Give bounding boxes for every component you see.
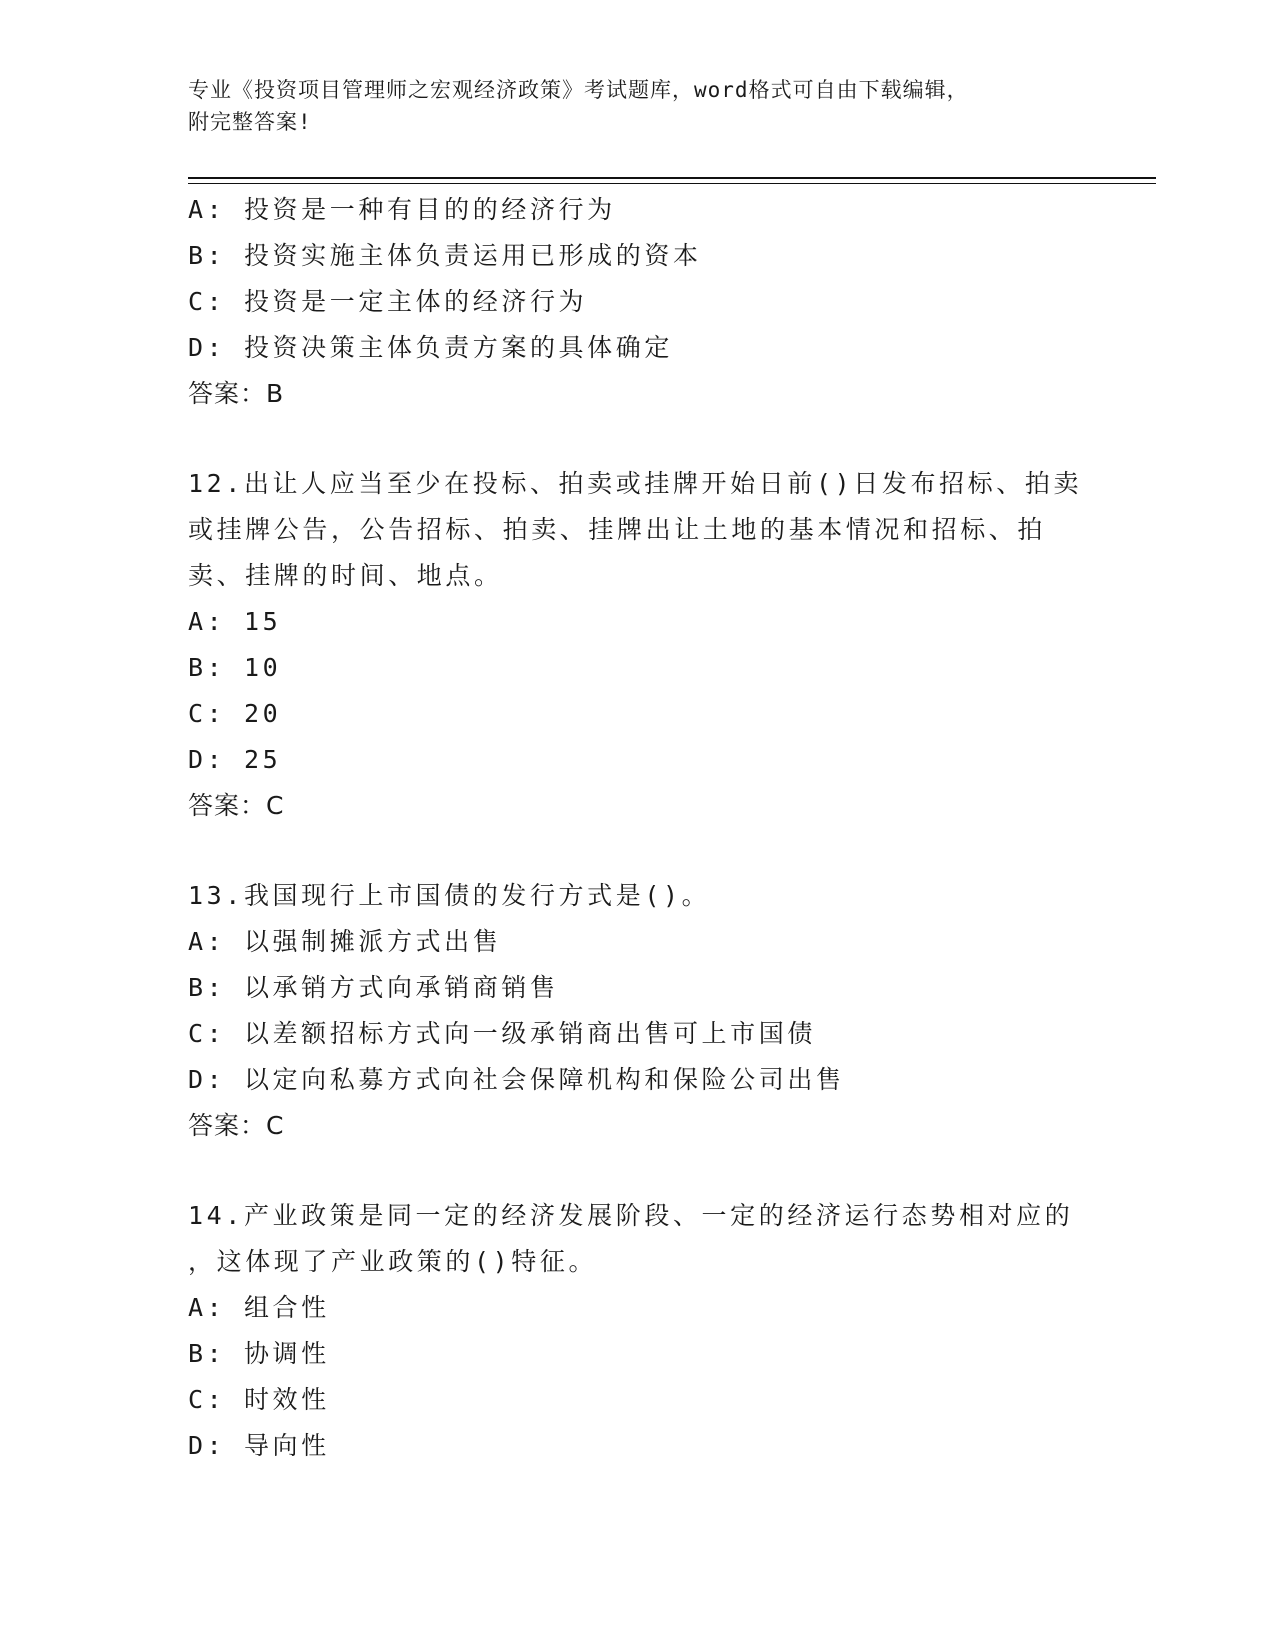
spacer	[188, 417, 1088, 461]
option-b: B: 投资实施主体负责运用已形成的资本	[188, 241, 702, 270]
header-text-line-1: 专业《投资项目管理师之宏观经济政策》考试题库，word格式可自由下载编辑，	[188, 78, 969, 102]
question-stem-line: 卖、挂牌的时间、地点。	[188, 561, 503, 590]
question-list	[188, 187, 1088, 1469]
question-stem-line: 或挂牌公告，公告招标、拍卖、挂牌出让土地的基本情况和招标、拍	[188, 515, 1047, 544]
question-14	[188, 1193, 1088, 1469]
header-text-line-2: 附完整答案!	[188, 110, 312, 134]
option-c: C: 时效性	[188, 1385, 330, 1414]
option-a: A: 投资是一种有目的的经济行为	[188, 195, 616, 224]
option-d: D: 以定向私募方式向社会保障机构和保险公司出售	[188, 1065, 845, 1094]
question-stem-line: 13.我国现行上市国债的发行方式是()。	[188, 881, 711, 910]
question-stem-line: ，这体现了产业政策的()特征。	[188, 1247, 598, 1276]
option-d: D: 导向性	[188, 1431, 330, 1460]
question-12	[188, 461, 1088, 829]
option-b: B: 协调性	[188, 1339, 330, 1368]
header-divider-thick	[188, 177, 1156, 179]
question-stem-line: 14.产业政策是同一定的经济发展阶段、一定的经济运行态势相对应的	[188, 1201, 1074, 1230]
spacer	[188, 1149, 1088, 1193]
option-d: D: 投资决策主体负责方案的具体确定	[188, 333, 673, 362]
question-stem-line: 12.出让人应当至少在投标、拍卖或挂牌开始日前()日发布招标、拍卖	[188, 469, 1083, 498]
answer-line: 答案：C	[188, 1111, 285, 1140]
option-c: C: 以差额招标方式向一级承销商出售可上市国债	[188, 1019, 816, 1048]
option-b: B: 以承销方式向承销商销售	[188, 973, 559, 1002]
option-a: A: 组合性	[188, 1293, 330, 1322]
spacer	[188, 829, 1088, 873]
option-c: C: 投资是一定主体的经济行为	[188, 287, 588, 316]
option-b: B: 10	[188, 653, 282, 682]
header-divider-thin	[188, 183, 1156, 184]
answer-line: 答案：B	[188, 379, 285, 408]
option-a: A: 以强制摊派方式出售	[188, 927, 502, 956]
option-a: A: 15	[188, 607, 282, 636]
question-13	[188, 873, 1088, 1149]
document-header	[188, 74, 1088, 138]
question-11-continued	[188, 187, 1088, 417]
option-d: D: 25	[188, 745, 282, 774]
option-c: C: 20	[188, 699, 282, 728]
answer-line: 答案：C	[188, 791, 285, 820]
